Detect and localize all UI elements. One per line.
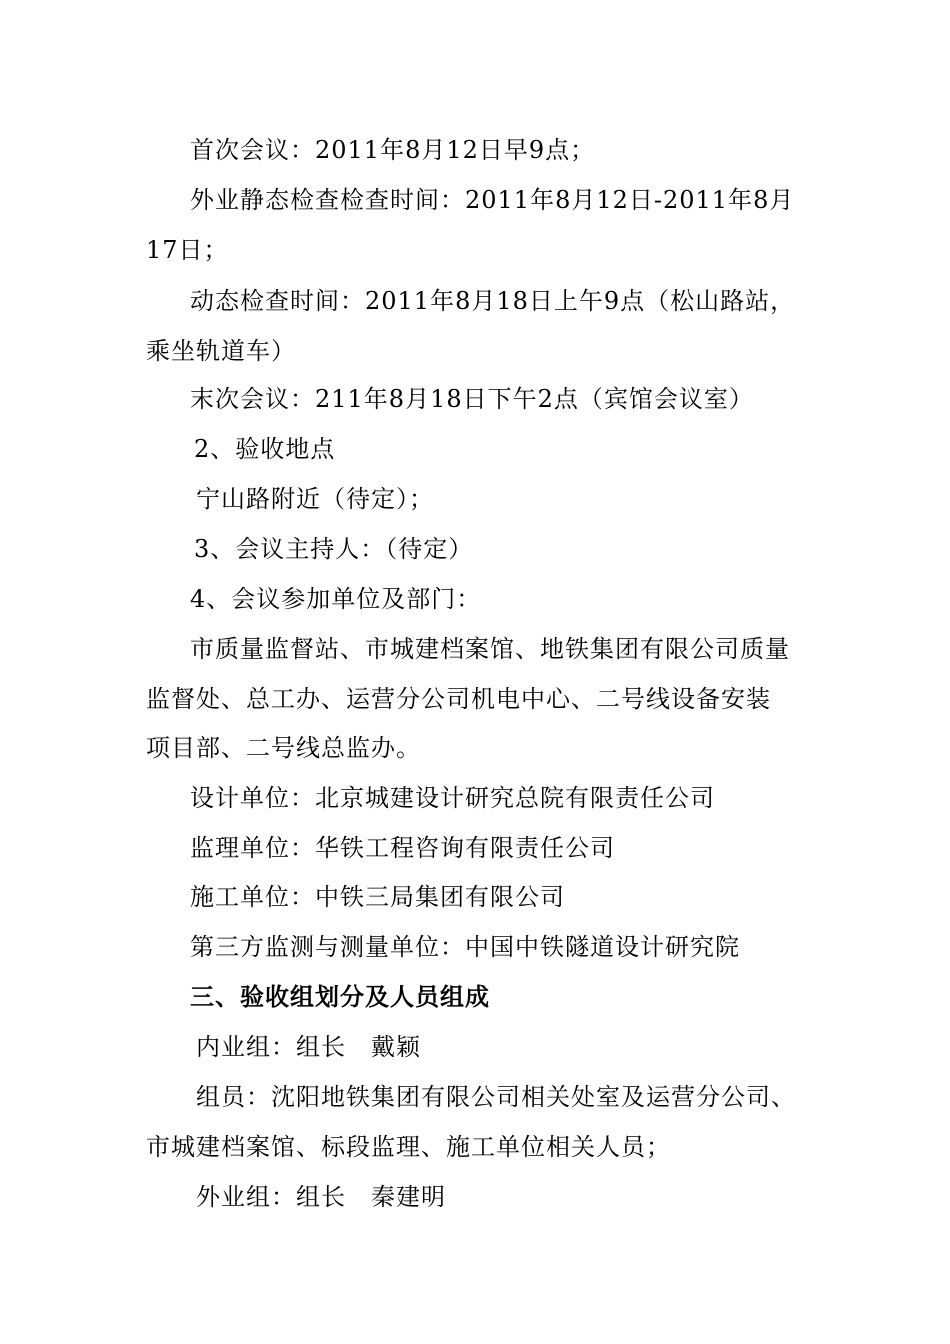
- static-inspection-line-cont: 17日；: [146, 236, 229, 264]
- dynamic-inspection-line: 动态检查时间：2011年8月18日上午9点（松山路站，: [190, 287, 796, 315]
- supervision-unit-line: 监理单位：华铁工程咨询有限责任公司: [190, 834, 615, 862]
- final-meeting-line: 末次会议：211年8月18日下午2点（宾馆会议室）: [190, 385, 754, 413]
- section-three-heading: 三、验收组划分及人员组成: [190, 982, 490, 1011]
- group-members-line-1: 组员：沈阳地铁集团有限公司相关处室及运营分公司、: [196, 1083, 796, 1111]
- participants-line-2: 监督处、总工办、运营分公司机电中心、二号线设备安装: [146, 685, 771, 713]
- participants-line-1: 市质量监督站、市城建档案馆、地铁集团有限公司质量: [190, 635, 790, 663]
- group-members-line-2: 市城建档案馆、标段监理、施工单位相关人员；: [146, 1133, 671, 1161]
- meeting-host-line: 3、会议主持人：（待定）: [194, 535, 474, 563]
- dynamic-inspection-line-cont: 乘坐轨道车）: [146, 337, 296, 365]
- first-meeting-line: 首次会议：2011年8月12日早9点；: [190, 136, 596, 164]
- construction-unit-line: 施工单位：中铁三局集团有限公司: [190, 883, 565, 911]
- third-party-unit-line: 第三方监测与测量单位：中国中铁隧道设计研究院: [190, 933, 740, 961]
- participants-line-3: 项目部、二号线总监办。: [146, 734, 421, 762]
- internal-group-leader-line: 内业组：组长 戴颖: [196, 1033, 421, 1061]
- acceptance-location-value: 宁山路附近（待定）；: [196, 485, 434, 513]
- static-inspection-line: 外业静态检查检查时间：2011年8月12日-2011年8月: [190, 186, 795, 214]
- participants-heading: 4、会议参加单位及部门：: [190, 585, 482, 613]
- design-unit-line: 设计单位：北京城建设计研究总院有限责任公司: [190, 784, 715, 812]
- acceptance-location-heading: 2、验收地点: [194, 435, 336, 463]
- external-group-leader-line: 外业组：组长 秦建明: [196, 1183, 446, 1211]
